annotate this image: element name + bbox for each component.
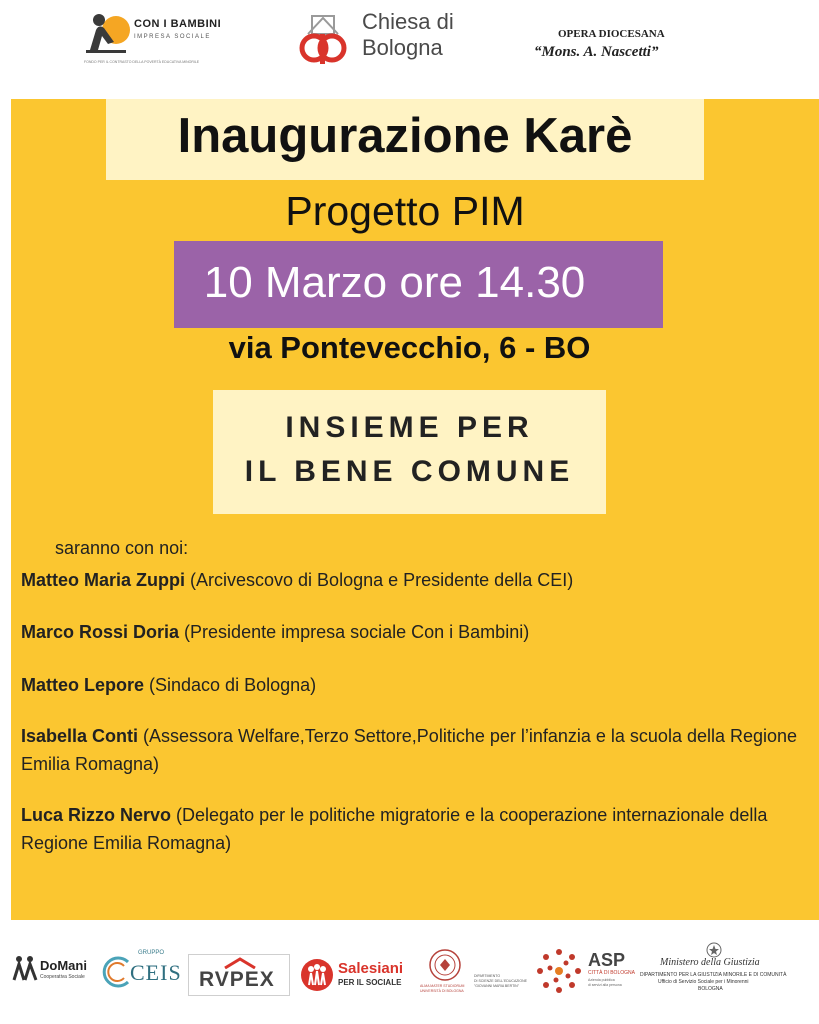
dip-line2: DI SCIENZE DELL'EDUCAZIONE [474, 979, 527, 983]
logo-chiesa-di-bologna [294, 6, 474, 66]
dip-line1: DIPARTIMENTO [474, 974, 501, 978]
opera-line1: OPERA DIOCESANA [558, 28, 665, 40]
domani-people-icon [12, 954, 38, 982]
domani-sub: Cooperativa Sociale [40, 974, 85, 980]
logo-unibo [420, 948, 472, 1000]
guest-name: Luca Rizzo Nervo [21, 805, 172, 825]
asp-sub: CITTÀ DI BOLOGNA [588, 970, 635, 976]
guest-role: (Delegato per le politiche migratorie e la cooperazione internazionale della Regione Emilia Romagna) [21, 805, 768, 853]
ministero-line1: Ministero della Giustizia [660, 957, 760, 968]
event-date: 10 Marzo ore 14.30 [203, 258, 586, 307]
guest-name: Matteo Lepore [21, 675, 145, 695]
slogan-line2: IL BENE COMUNE [244, 455, 575, 488]
unibo-line1: ALMA MATER STUDIORUM [420, 984, 465, 988]
ministero-line2: DIPARTIMENTO PER LA GIUSTIZIA MINORILE E DI COMUNITÀ [640, 972, 787, 978]
guest-item [21, 618, 811, 646]
ceis-arc-icon [102, 956, 132, 988]
unibo-line2: UNIVERSITÀ DI BOLOGNA [420, 989, 464, 993]
con-i-bambini-sub: IMPRESA SOCIALE [134, 34, 211, 40]
footer-logos [0, 930, 819, 1024]
ministero-line3: Ufficio di Servizio Sociale per i Minorenni [658, 979, 749, 985]
guest-role: (Presidente impresa sociale Con i Bambini) [179, 622, 530, 642]
logo-rupex [188, 954, 290, 996]
guest-item [21, 566, 811, 594]
slogan-box [213, 390, 606, 514]
domani-name: DoMani [40, 958, 87, 973]
emblem-icon [706, 942, 722, 958]
asp-tiny2: di servizi alla persona [588, 983, 622, 987]
con-i-bambini-mark-icon [84, 10, 130, 54]
guest-item [21, 801, 811, 857]
logo-opera-diocesana [520, 28, 710, 68]
logo-salesiani [300, 958, 418, 994]
logo-con-i-bambini [84, 10, 222, 66]
logo-asp [536, 948, 636, 998]
chiesa-cross-icon [294, 8, 352, 66]
guest-role: (Assessora Welfare,Terzo Settore,Politiche per l’infanzia e la scuola della Regione Emilia Romagna) [21, 726, 798, 774]
dip-line3: "GIOVANNI MARIA BERTIN" [474, 984, 519, 988]
slogan-line1: INSIEME PER [285, 411, 534, 444]
event-subtitle: Progetto PIM [285, 188, 525, 234]
ceis-small: GRUPPO [138, 950, 165, 956]
guest-name: Marco Rossi Doria [21, 622, 180, 642]
guest-name: Matteo Maria Zuppi [21, 570, 186, 590]
logo-domani [12, 954, 92, 988]
header-logos [0, 0, 819, 99]
unibo-seal-icon [428, 948, 462, 982]
logo-ceis [102, 950, 182, 990]
guest-role: (Sindaco di Bologna) [144, 675, 317, 695]
con-i-bambini-tiny: FONDO PER IL CONTRASTO DELLA POVERTÀ EDUCATIVA MINORILE [84, 60, 200, 64]
asp-tiny1: Azienda pubblica [588, 978, 615, 982]
logo-dipartimento [474, 974, 534, 998]
asp-dots-icon [536, 948, 582, 994]
guest-name: Isabella Conti [21, 726, 139, 746]
opera-line2: “Mons. A. Nascetti” [534, 44, 659, 60]
event-address: via Pontevecchio, 6 - BO [228, 330, 591, 365]
guest-item [21, 671, 811, 699]
ministero-line4: BOLOGNA [698, 986, 723, 992]
guest-item [21, 722, 811, 778]
salesiani-line1: Salesiani [338, 960, 404, 977]
con-i-bambini-name: CON I BAMBINI [134, 18, 222, 30]
salesiani-people-icon [300, 958, 334, 992]
chiesa-line1: Chiesa di [362, 9, 454, 34]
guests-lead: saranno con noi: [55, 538, 189, 558]
salesiani-line2: PER IL SOCIALE [338, 978, 402, 987]
guest-role: (Arcivescovo di Bologna e Presidente della CEI) [185, 570, 574, 590]
chiesa-line2: Bologna [362, 35, 443, 60]
logo-ministero [640, 942, 800, 1008]
event-title: Inaugurazione Karè [177, 109, 633, 163]
ceis-name: CEIS [130, 960, 182, 985]
rupex-name: RVPEX [199, 968, 275, 991]
asp-name: ASP [588, 950, 626, 970]
